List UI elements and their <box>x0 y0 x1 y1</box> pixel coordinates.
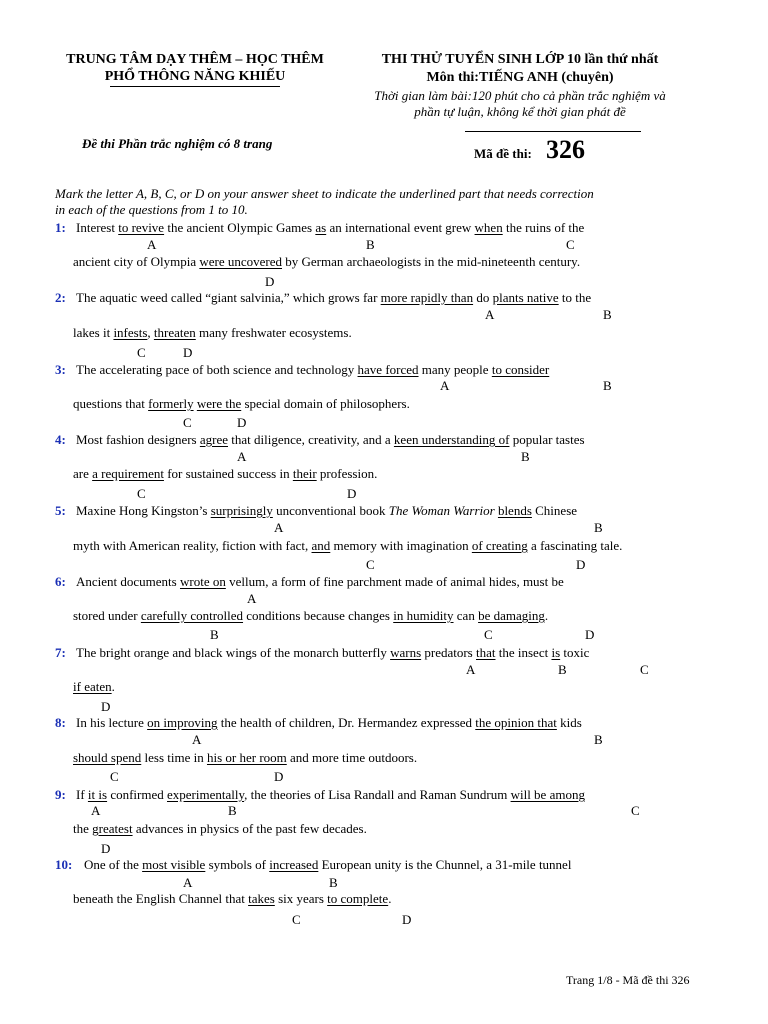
question-number: 3: <box>55 362 66 377</box>
underlined-option: is <box>551 645 561 660</box>
question-text: the <box>73 821 93 836</box>
question-text: advances in physics of the past few decades. <box>132 821 367 836</box>
underlined-option: warns <box>390 645 422 660</box>
option-letter-b: B <box>603 307 612 322</box>
option-letter-c: C <box>183 415 192 430</box>
option-letter-b: B <box>594 732 603 747</box>
question-number: 8: <box>55 715 66 730</box>
option-letter-d: D <box>265 274 275 289</box>
center-name-line2: PHỔ THÔNG NĂNG KHIẾU <box>104 69 286 84</box>
underlined-option: were uncovered <box>199 254 283 269</box>
question-text: can <box>453 608 479 623</box>
question-text: stored under <box>73 608 141 623</box>
underlined-option: be damaging <box>478 608 545 623</box>
instructions-line-2: in each of the questions from 1 to 10. <box>55 202 248 217</box>
header-underline-left <box>110 86 280 87</box>
underlined-option: that <box>476 645 496 660</box>
question-text: memory with imagination <box>330 538 472 553</box>
question-line-2 <box>73 396 410 412</box>
question-text: symbols of <box>205 857 270 872</box>
question-line-1 <box>76 715 582 731</box>
question-text: toxic <box>560 645 590 660</box>
question-text: , the theories of Lisa Randall and Raman Sundrum <box>244 787 511 802</box>
question-line-2 <box>73 538 622 554</box>
option-letter-d: D <box>101 699 111 714</box>
question-text: that diligence, creativity, and a <box>228 432 394 447</box>
question-number: 4: <box>55 432 66 447</box>
underlined-option: on improving <box>147 715 218 730</box>
underlined-option: blends <box>497 503 532 518</box>
question-text: kids <box>556 715 582 730</box>
question-line-1 <box>76 290 591 306</box>
question-line-1 <box>76 574 564 590</box>
option-letter-d: D <box>101 841 111 856</box>
exam-code: 326 <box>546 135 585 164</box>
question-line-1 <box>76 645 589 661</box>
question-text: Ancient documents <box>76 574 180 589</box>
underlined-option: if eaten <box>73 679 112 694</box>
question-text: ancient city of Olympia <box>73 254 200 269</box>
underlined-option: his or her room <box>206 750 287 765</box>
underlined-option: will be among <box>510 787 585 802</box>
option-letter-d: D <box>585 627 595 642</box>
option-letter-b: B <box>366 237 375 252</box>
question-line-1 <box>84 857 571 873</box>
underlined-option: greatest <box>92 821 133 836</box>
pages-note: Đề thi Phần trắc nghiệm có 8 trang <box>82 136 273 151</box>
option-letter-a: A <box>183 875 193 890</box>
center-name-line1: TRUNG TÂM DẠY THÊM – HỌC THÊM <box>66 52 324 67</box>
question-text: the ancient Olympic Games <box>164 220 316 235</box>
option-letter-b: B <box>594 520 603 535</box>
question-text: myth with American reality, fiction with fact, <box>73 538 312 553</box>
underlined-option: to consider <box>491 362 550 377</box>
underlined-option: when <box>474 220 503 235</box>
question-text: . <box>111 679 115 694</box>
option-letter-d: D <box>402 912 412 927</box>
question-text: unconventional book <box>272 503 389 518</box>
question-number: 2: <box>55 290 66 305</box>
question-text: popular tastes <box>509 432 585 447</box>
underlined-option: their <box>292 466 317 481</box>
question-text: vellum, a form of fine parchment made of animal hides, must be <box>225 574 564 589</box>
underlined-option: in humidity <box>393 608 454 623</box>
question-text: the insect <box>495 645 552 660</box>
question-text: Maxine Hong Kingston’s <box>76 503 211 518</box>
question-text: confirmed <box>107 787 167 802</box>
exam-code-label: Mã đề thi: <box>474 146 532 161</box>
question-line-2 <box>73 466 377 482</box>
option-letter-a: A <box>192 732 202 747</box>
question-text: If <box>76 787 88 802</box>
underlined-option: the opinion that <box>475 715 557 730</box>
question-text: for sustained success in <box>163 466 293 481</box>
underlined-option: it is <box>87 787 108 802</box>
time-line-1: Thời gian làm bài:120 phút cho cả phần trắc nghiệm và <box>374 88 666 103</box>
question-number: 7: <box>55 645 66 660</box>
question-text: . <box>388 891 392 906</box>
option-letter-b: B <box>521 449 530 464</box>
header-underline-right <box>465 131 641 132</box>
underlined-option: to revive <box>118 220 165 235</box>
underlined-option: surprisingly <box>210 503 273 518</box>
option-letter-c: C <box>292 912 301 927</box>
underlined-option: most visible <box>142 857 206 872</box>
question-text: . <box>544 608 549 623</box>
question-text: many freshwater ecosystems. <box>195 325 352 340</box>
question-text: do <box>473 290 493 305</box>
underlined-option: and <box>311 538 331 553</box>
underlined-option: infests <box>113 325 148 340</box>
question-text: an international event grew <box>326 220 475 235</box>
question-text: special domain of philosophers. <box>241 396 410 411</box>
question-text: The accelerating pace of both science and technology <box>76 362 358 377</box>
underlined-option: a requirement <box>92 466 164 481</box>
question-line-1 <box>76 503 577 519</box>
option-letter-c: C <box>631 803 640 818</box>
option-letter-c: C <box>484 627 493 642</box>
option-letter-b: B <box>228 803 237 818</box>
underlined-option: more rapidly than <box>380 290 474 305</box>
question-text: the health of children, Dr. Hermandez expressed <box>217 715 476 730</box>
option-letter-a: A <box>440 378 450 393</box>
option-letter-b: B <box>603 378 612 393</box>
question-text: questions that <box>73 396 149 411</box>
question-text: The aquatic weed called “giant salvinia,” which grows far <box>76 290 381 305</box>
question-number: 5: <box>55 503 66 518</box>
option-letter-a: A <box>147 237 157 252</box>
question-number: 10: <box>55 857 73 872</box>
question-line-1 <box>76 362 549 378</box>
question-line-2 <box>73 325 352 341</box>
question-text: Most fashion designers <box>76 432 200 447</box>
question-number: 9: <box>55 787 66 802</box>
option-letter-c: C <box>137 345 146 360</box>
time-line-2: phần tự luận, không kể thời gian phát đề <box>414 104 626 119</box>
question-text: many people <box>418 362 492 377</box>
question-text: six years <box>274 891 328 906</box>
underlined-option: of creating <box>471 538 528 553</box>
underlined-option: to complete <box>327 891 389 906</box>
option-letter-a: A <box>466 662 476 677</box>
question-line-2 <box>73 608 548 624</box>
underlined-option: wrote on <box>179 574 226 589</box>
option-letter-c: C <box>137 486 146 501</box>
question-text: The bright orange and black wings of the monarch butterfly <box>76 645 391 660</box>
question-text: a fascinating tale. <box>527 538 623 553</box>
option-letter-d: D <box>347 486 357 501</box>
option-letter-a: A <box>237 449 247 464</box>
question-line-2 <box>73 679 115 695</box>
question-text: , <box>147 325 154 340</box>
question-line-2 <box>73 750 417 766</box>
question-text: Chinese <box>531 503 578 518</box>
question-line-1 <box>76 220 584 236</box>
question-line-2 <box>73 254 580 270</box>
underlined-option: agree <box>199 432 228 447</box>
option-letter-b: B <box>329 875 338 890</box>
question-text: are <box>73 466 93 481</box>
option-letter-d: D <box>183 345 193 360</box>
option-letter-d: D <box>576 557 586 572</box>
question-text: beneath the English Channel that <box>73 891 249 906</box>
underlined-option: as <box>315 220 327 235</box>
option-letter-c: C <box>110 769 119 784</box>
option-letter-b: B <box>558 662 567 677</box>
underlined-option: takes <box>248 891 275 906</box>
question-text: lakes it <box>73 325 114 340</box>
question-text: conditions because changes <box>243 608 394 623</box>
question-line-2 <box>73 821 367 837</box>
option-letter-c: C <box>566 237 575 252</box>
underlined-option: plants native <box>492 290 559 305</box>
question-number: 1: <box>55 220 66 235</box>
option-letter-c: C <box>640 662 649 677</box>
book-title: The Woman Warrior <box>388 503 495 518</box>
question-text: and more time outdoors. <box>286 750 418 765</box>
question-text: Interest <box>76 220 119 235</box>
question-number: 6: <box>55 574 66 589</box>
underlined-option: experimentally <box>167 787 245 802</box>
exam-subject: Môn thi:TIẾNG ANH (chuyên) <box>426 70 614 85</box>
question-text: One of the <box>84 857 143 872</box>
question-line-1 <box>76 787 585 803</box>
option-letter-a: A <box>274 520 284 535</box>
underlined-option: have forced <box>357 362 419 377</box>
underlined-option: were the <box>196 396 242 411</box>
underlined-option: formerly <box>148 396 194 411</box>
instructions-line-1: Mark the letter A, B, C, or D on your answer sheet to indicate the underlined part that needs correction <box>55 186 594 201</box>
option-letter-a: A <box>485 307 495 322</box>
page-footer: Trang 1/8 - Mã đề thi 326 <box>566 973 690 987</box>
option-letter-a: A <box>247 591 257 606</box>
question-text: by German archaeologists in the mid-nineteenth century. <box>282 254 581 269</box>
underlined-option: carefully controlled <box>140 608 244 623</box>
option-letter-b: B <box>210 627 219 642</box>
option-letter-d: D <box>274 769 284 784</box>
question-text: In his lecture <box>76 715 148 730</box>
question-text: to the <box>558 290 592 305</box>
question-text: profession. <box>316 466 378 481</box>
option-letter-c: C <box>366 557 375 572</box>
underlined-option: keen understanding of <box>393 432 510 447</box>
option-letter-a: A <box>91 803 101 818</box>
option-letter-d: D <box>237 415 247 430</box>
exam-title: THI THỬ TUYỂN SINH LỚP 10 lần thứ nhất <box>381 52 659 67</box>
question-line-2 <box>73 891 391 907</box>
question-text: predators <box>421 645 476 660</box>
question-text: European unity is the Chunnel, a 31-mile tunnel <box>318 857 572 872</box>
question-line-1 <box>76 432 585 448</box>
question-text: the ruins of the <box>502 220 585 235</box>
underlined-option: threaten <box>153 325 196 340</box>
underlined-option: should spend <box>73 750 142 765</box>
question-text: less time in <box>141 750 207 765</box>
underlined-option: increased <box>269 857 319 872</box>
